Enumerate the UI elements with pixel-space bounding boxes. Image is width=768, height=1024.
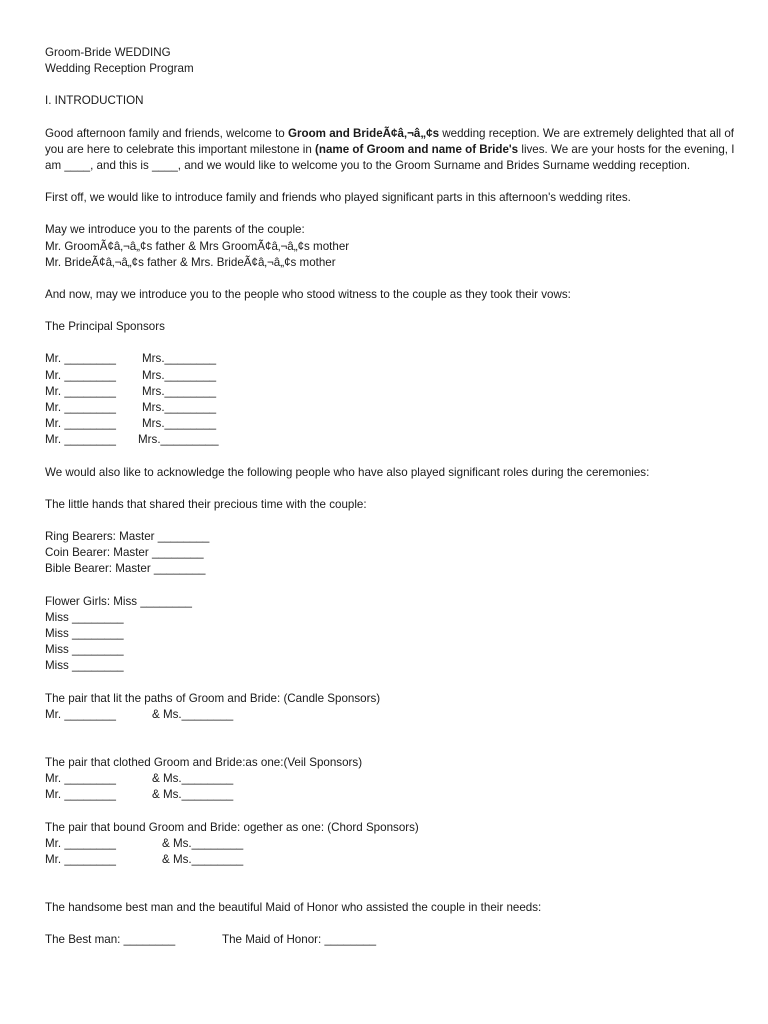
- signoff-row: [45, 932, 735, 948]
- mrs-line: Mrs.________: [142, 384, 217, 398]
- parents-bride: Mr. BrideÃ¢â‚¬â„¢s father & Mrs. BrideÃ¢â‚¬â„¢s mother: [45, 255, 336, 269]
- chord-sponsor-row: [45, 836, 735, 852]
- veil-sponsors-heading: The pair that clothed Groom and Bride:as one:(Veil Sponsors): [45, 755, 363, 769]
- flower-girls-list: [45, 594, 735, 675]
- bible-bearer-line: Bible Bearer: Master ________: [45, 562, 206, 576]
- sponsor-row: [45, 400, 735, 416]
- witness-intro: And now, may we introduce you to the people who stood witness to the couple as they took their vows:: [45, 288, 571, 302]
- couple-names-placeholder: (name of Groom and name of Bride's: [315, 142, 519, 156]
- mrs-line: Mrs.________: [142, 401, 217, 414]
- veil-sponsor-row: [45, 787, 735, 803]
- couple-name: Groom and BrideÃ¢â‚¬â„¢s: [287, 126, 440, 140]
- mr-line: Mr. ________: [45, 417, 116, 431]
- mr-line: Mr. ________: [45, 707, 116, 721]
- ms-line: & Ms.________: [162, 852, 244, 866]
- sponsor-row: [45, 432, 735, 448]
- ms-line: & Ms.________: [152, 788, 234, 802]
- document-title: Groom-Bride WEDDING: [45, 46, 171, 59]
- sponsor-row: [45, 351, 735, 367]
- ms-line: & Ms.________: [152, 707, 234, 721]
- parents-intro: May we introduce you to the parents of the couple:: [45, 223, 305, 237]
- sponsor-row: [45, 416, 735, 432]
- mr-line: Mr. ________: [45, 772, 116, 786]
- ring-bearer-line: Ring Bearers: Master ________: [45, 529, 210, 543]
- document-subtitle: Wedding Reception Program: [45, 62, 194, 76]
- sponsor-row: [45, 368, 735, 384]
- chord-sponsor-row: [45, 852, 735, 868]
- mr-line: Mr. ________: [45, 368, 116, 382]
- ms-line: & Ms.________: [162, 836, 244, 850]
- best-man-intro: The handsome best man and the beautiful Maid of Honor who assisted the couple in their needs:: [45, 901, 542, 915]
- section-heading: I. INTRODUCTION: [45, 94, 144, 108]
- principal-sponsors-list: [45, 351, 735, 448]
- intro-text-c: wedding reception. We are extremely delighted that all of you are here to celebrate this important milestone in: [45, 126, 735, 156]
- best-man-line: The Best man: ________: [45, 933, 176, 947]
- maid-of-honor-line: The Maid of Honor: ________: [222, 933, 377, 947]
- mr-line: Mr. ________: [45, 836, 116, 850]
- intro-text-a: Good afternoon family and friends, welcome to: [45, 126, 288, 140]
- mrs-line: Mrs.________: [142, 368, 217, 382]
- candle-sponsor-row: [45, 707, 735, 723]
- document-page: [45, 45, 735, 949]
- mrs-line: Mrs.________: [142, 417, 217, 431]
- sponsor-row: [45, 384, 735, 400]
- mr-line: Mr. ________: [45, 352, 116, 366]
- candle-sponsors-heading: The pair that lit the paths of Groom and Bride: (Candle Sponsors): [45, 691, 381, 705]
- parents-groom: Mr. GroomÃ¢â‚¬â„¢s father & Mrs GroomÃ¢â‚¬â„¢s mother: [45, 239, 350, 253]
- intro-paragraph-2: First off, we would like to introduce family and friends who played significant parts in this afternoon's wedding rites.: [45, 191, 631, 205]
- flower-girl-line: Miss ________: [45, 626, 124, 640]
- acknowledge-text: We would also like to acknowledge the following people who have also played significant roles during the ceremonies:: [45, 465, 650, 479]
- flower-girl-line: Miss ________: [45, 610, 124, 624]
- veil-sponsor-row: [45, 771, 735, 787]
- flower-girl-line: Miss ________: [45, 643, 124, 657]
- bearers-list: [45, 529, 735, 578]
- flower-girl-line: Flower Girls: Miss ________: [45, 594, 192, 608]
- mr-line: Mr. ________: [45, 401, 116, 414]
- mr-line: Mr. ________: [45, 384, 116, 398]
- mr-line: Mr. ________: [45, 788, 116, 802]
- coin-bearer-line: Coin Bearer: Master ________: [45, 546, 204, 560]
- little-hands-text: The little hands that shared their precious time with the couple:: [45, 497, 367, 511]
- flower-girl-line: Miss ________: [45, 659, 124, 673]
- intro-text-e: lives. We are your hosts for the evening, I am ____, and this is ____, and we would like to welcome you to the Groom Surname and Brides Surname wedding reception.: [45, 142, 735, 173]
- intro-paragraph: [45, 126, 735, 175]
- principal-sponsors-heading: The Principal Sponsors: [45, 320, 165, 334]
- mrs-line: Mrs._________: [138, 433, 219, 447]
- mr-line: Mr. ________: [45, 852, 116, 866]
- mr-line: Mr. ________: [45, 433, 116, 447]
- ms-line: & Ms.________: [152, 772, 234, 786]
- mrs-line: Mrs.________: [142, 352, 217, 366]
- chord-sponsors-heading: The pair that bound Groom and Bride: ogether as one: (Chord Sponsors): [45, 820, 419, 834]
